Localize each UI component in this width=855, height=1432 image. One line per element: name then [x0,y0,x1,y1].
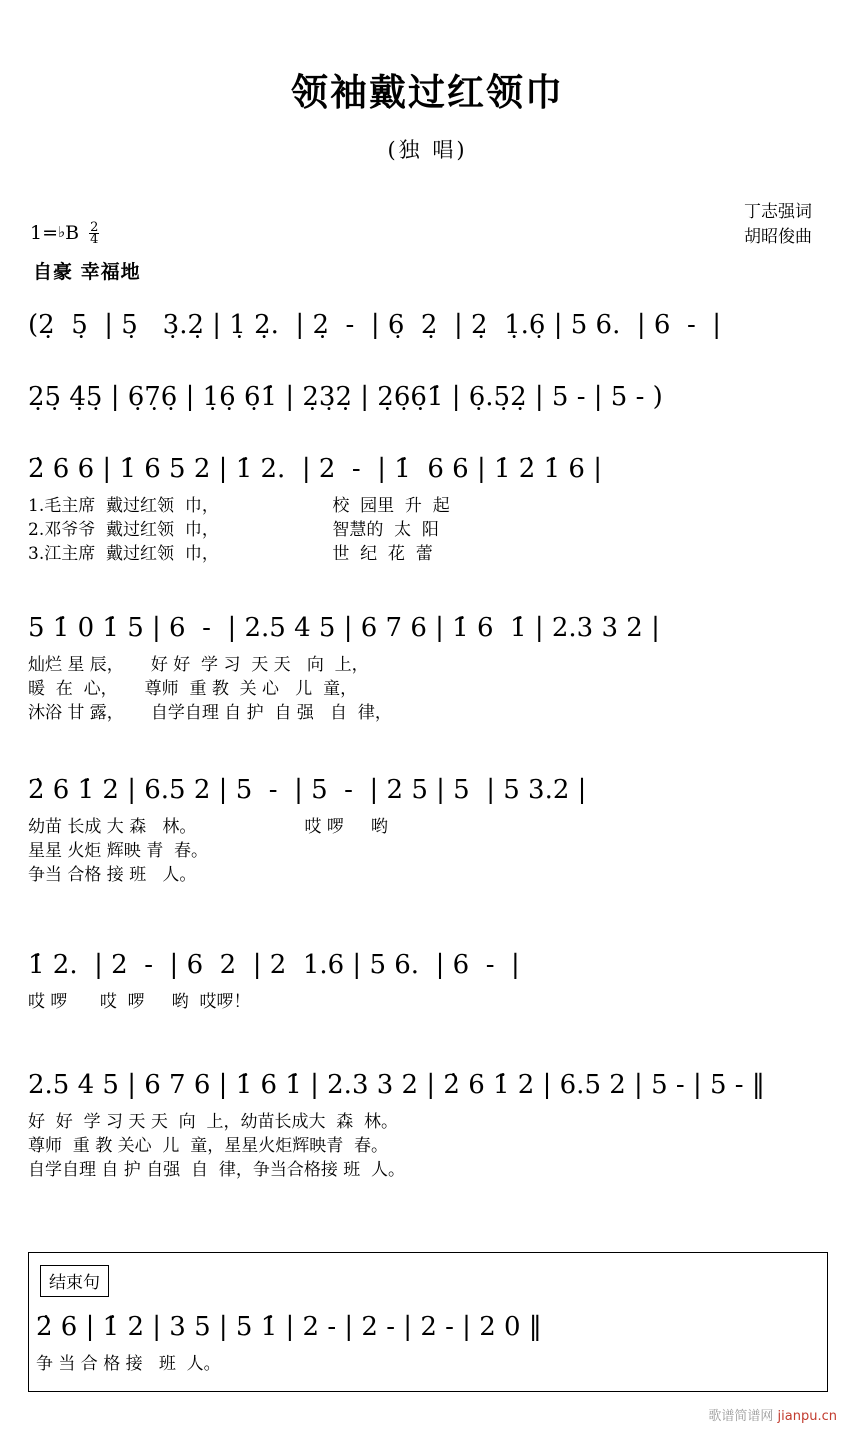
lyrics-block [28,653,828,725]
notes-line: 2̇ 6 1̇ 2 | 6.5 2 | 5 - | 5 - | 2 5 | 5 | 5 3.2 | [28,775,587,805]
lyrics-block [28,990,828,1014]
notes-line: 1̇ 2. | 2 - | 6 2 | 2 1.6 | 5 6. | 6 - | [28,950,520,980]
lyric-verse-1: 灿烂 星 辰， 好 好 学 习 天 天 向 上， [28,655,369,675]
key-signature [30,222,99,245]
system-3 [28,446,828,566]
notes-line: 2̇ 6 6 | 1̇ 6 5 2 | 1̇ 2. | 2 - | 1̇ 6 6 | 1̇ 2̇ 1̇ 6 | [28,454,602,484]
system-6 [28,942,828,1014]
lyric-verse-2: 尊师 重 教 关心 儿 童，星星火炬辉映青 春。 [28,1136,389,1156]
notes-line: 5 1̇ 0 1̇ 5 | 6 - | 2.5 4 5 | 6 7 6 | 1̇ 6 1̇ | 2.3 3 2 | [28,613,660,643]
lyric-verse-1: 哎 啰 哎 啰 哟 哎啰！ [28,992,251,1012]
notes-line: 2.5 4 5 | 6 7 6 | 1̇ 6 1̇ | 2.3 3 2 | 2̇ 6 1̇ 2 | 6.5 2 | 5 - | 5 - ‖ [28,1070,765,1100]
lyric-verse-3: 争当 合格 接 班 人。 [28,865,197,885]
lyrics-block [28,1110,828,1182]
page-subtitle: (独 唱) [387,138,468,162]
key-label: 1= [30,222,59,244]
lyrics-block [28,494,828,566]
lyric-verse-2: 暖 在 心， 尊师 重 教 关 心 儿 童， [28,679,358,699]
lyric-verse-1: 幼苗 长成 大 森 林。 哎 啰 哟 [28,817,388,837]
system-7 [28,1062,828,1182]
time-signature [89,222,99,245]
meter-numerator: 2 [90,220,99,235]
lyric-verse-1: 好 好 学 习 天 天 向 上，幼苗长成大 森 林。 [28,1112,399,1132]
lyric-verse-2: 星星 火炬 辉映 青 春。 [28,841,209,861]
system-8 [36,1304,821,1376]
watermark [708,1405,837,1424]
watermark-site-name: 歌谱简谱网 [708,1409,774,1424]
watermark-url: jianpu.cn [777,1409,837,1424]
lyric-verse-1: 争 当 合 格 接 班 人。 [36,1354,221,1374]
lyric-verse-3: 自学自理 自 护 自强 自 律，争当合格接 班 人。 [28,1160,406,1180]
lyric-verse-3: 沐浴 甘 露， 自学自理 自 护 自 强 自 律， [28,703,392,723]
flat-icon: ♭ [58,223,66,241]
lyrics-block [28,815,828,887]
system-4 [28,605,828,725]
credits [744,200,812,250]
lyric-verse-2: 2.邓爷爷 戴过红领 巾， 智慧的 太 阳 [28,520,439,540]
notes-line: 2̣5̣ 4̣5̣ | 6̣7̣6̣ | 1̣6̣ 6̣1̇ | 2̣3̣2̣ | 2̣6̣6̣1̇ | 6̣.5̣2̣ | 5 - | 5 - ) [28,382,663,412]
lyrics-block [36,1352,821,1376]
key-name: B [65,222,80,244]
system-5 [28,767,828,887]
notes-line: 2̇ 6 | 1̇ 2 | 3 5 | 5 1̇ | 2 - | 2 - | 2 - | 2 0 ‖ [36,1312,542,1342]
system-1 [28,302,828,348]
system-2 [28,374,828,420]
lyric-verse-3: 3.江主席 戴过红领 巾， 世 纪 花 蕾 [28,544,433,564]
meter-denominator: 4 [90,232,99,247]
ending-label: 结束句 [40,1265,109,1297]
sheet-music-page [0,62,855,1432]
notes-line: (2̣ 5̣ | 5̣ 3̣.2̣ | 1̣ 2̣. | 2̣ - | 6̣ 2̣ | 2̣ 1̣.6̣ | 5 6. | 6 - | [28,310,722,340]
composer: 胡昭俊曲 [744,227,812,247]
page-title: 领袖戴过红领巾 [291,70,564,114]
lyricist: 丁志强词 [744,202,812,222]
tempo-marking: 自豪 幸福地 [33,261,141,283]
lyric-verse-1: 1.毛主席 戴过红领 巾， 校 园里 升 起 [28,496,450,516]
